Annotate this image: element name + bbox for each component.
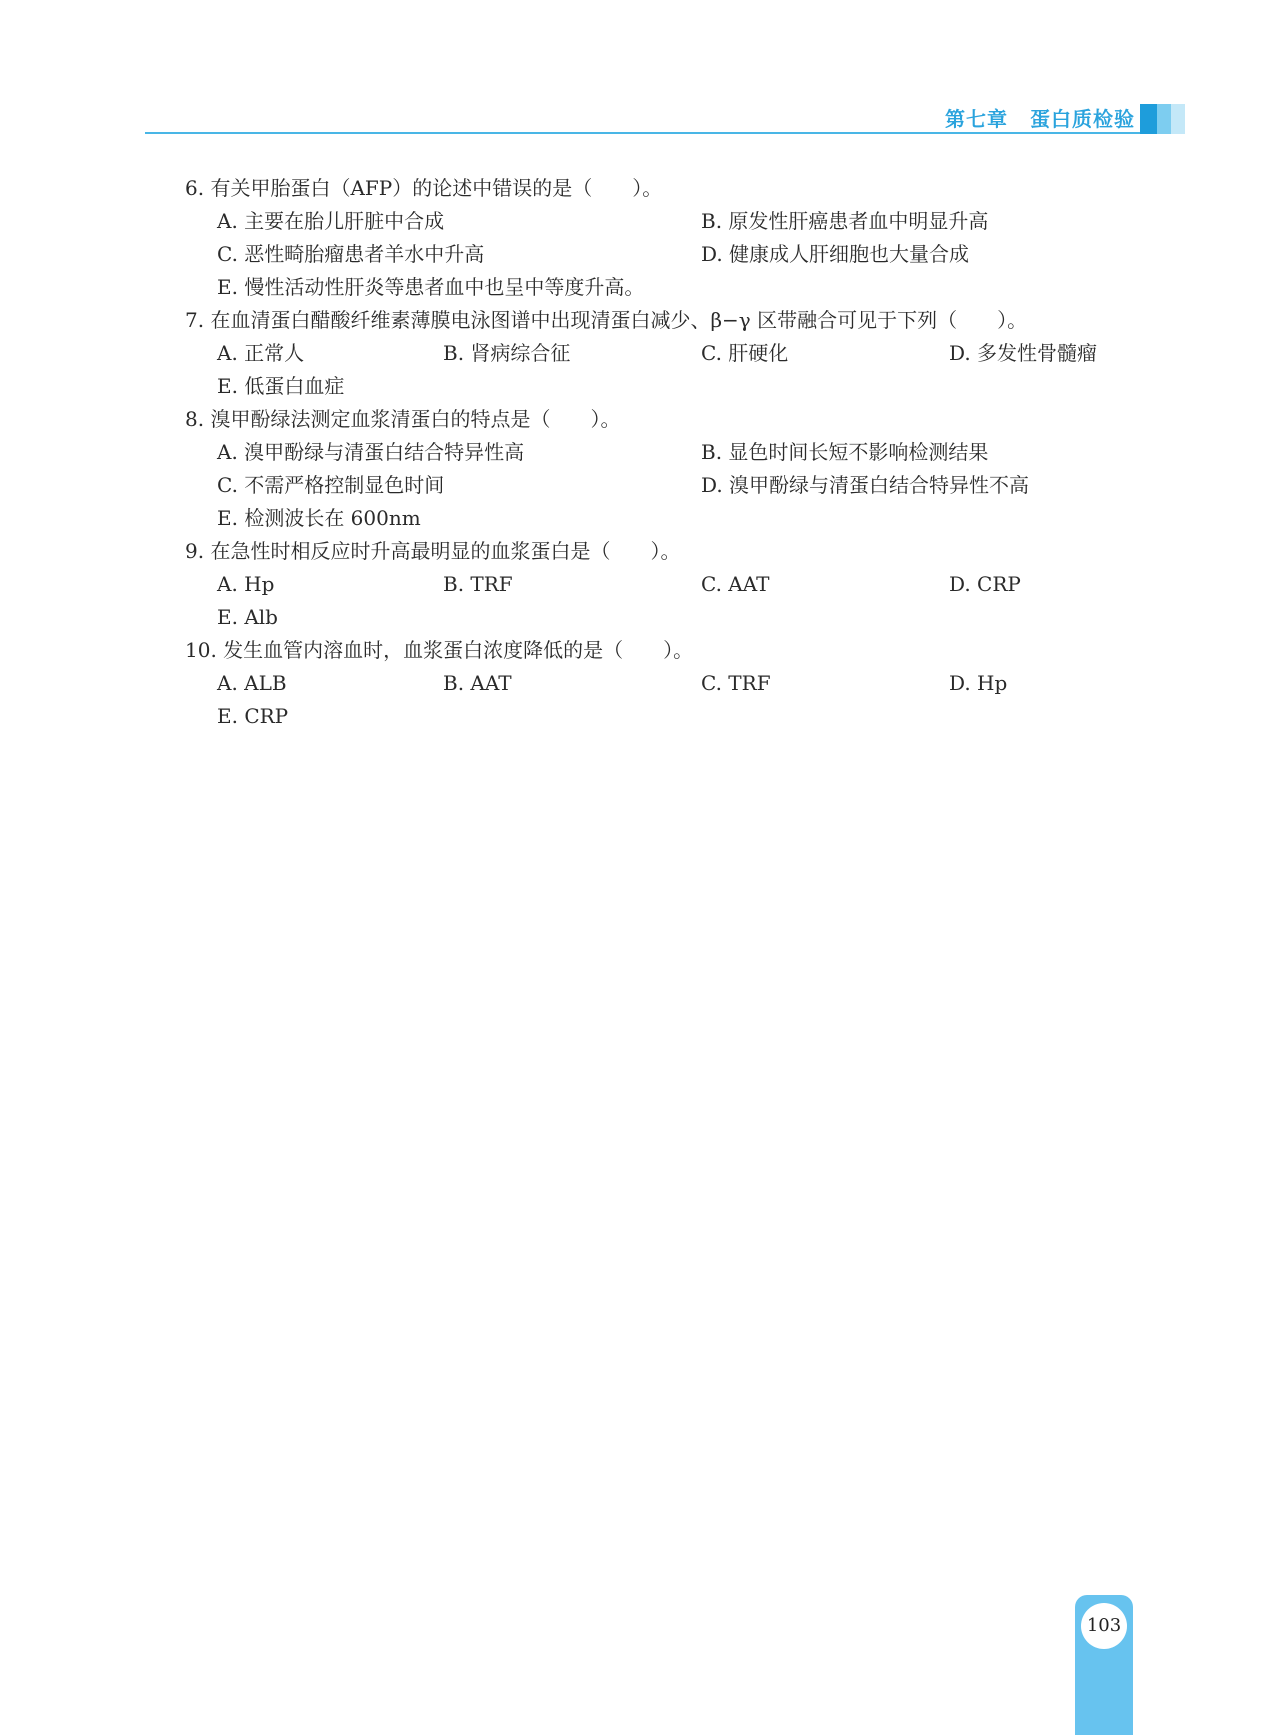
option-c: C. AAT (701, 572, 770, 596)
chapter-title (945, 103, 1135, 132)
option-e: E. 慢性活动性肝炎等患者血中也呈中等度升高。 (217, 275, 645, 299)
option-a: A. 正常人 (217, 341, 305, 365)
option-c: C. 恶性畸胎瘤患者羊水中升高 (217, 242, 485, 266)
question-list (185, 172, 1145, 733)
question-stem: 10. 发生血管内溶血时，血浆蛋白浓度降低的是（ ）。 (185, 638, 694, 662)
option-row (185, 568, 1145, 601)
header-accent-block (1140, 104, 1157, 134)
chapter-number: 第七章 (945, 107, 1008, 131)
page-header (0, 0, 1275, 140)
option-d: D. 健康成人肝细胞也大量合成 (701, 242, 970, 266)
option-row (185, 436, 1145, 469)
option-row (185, 469, 1145, 502)
option-b: B. 原发性肝癌患者血中明显升高 (701, 209, 989, 233)
option-b: B. AAT (443, 671, 512, 695)
option-row (185, 337, 1145, 370)
question-7 (185, 304, 1145, 403)
question-6 (185, 172, 1145, 304)
option-row (185, 667, 1145, 700)
option-row (185, 271, 1145, 304)
option-c: C. 肝硬化 (701, 341, 789, 365)
question-stem: 6. 有关甲胎蛋白（AFP）的论述中错误的是（ ）。 (185, 176, 663, 200)
question-9 (185, 535, 1145, 634)
question-8 (185, 403, 1145, 535)
option-d: D. 溴甲酚绿与清蛋白结合特异性不高 (701, 473, 1030, 497)
option-a: A. ALB (217, 671, 287, 695)
option-e: E. 检测波长在 600nm (217, 506, 421, 530)
header-accent-block (1157, 104, 1171, 134)
option-a: A. Hp (217, 572, 275, 596)
question-10 (185, 634, 1145, 733)
option-c: C. TRF (701, 671, 771, 695)
option-a: A. 主要在胎儿肝脏中合成 (217, 209, 445, 233)
option-d: D. Hp (949, 671, 1008, 695)
option-b: B. 显色时间长短不影响检测结果 (701, 440, 989, 464)
option-d: D. CRP (949, 572, 1021, 596)
option-d: D. 多发性骨髓瘤 (949, 341, 1098, 365)
option-row (185, 238, 1145, 271)
option-row (185, 205, 1145, 238)
question-stem: 9. 在急性时相反应时升高最明显的血浆蛋白是（ ）。 (185, 539, 681, 563)
page-number: 103 (1081, 1603, 1127, 1649)
option-row (185, 700, 1145, 733)
question-stem: 7. 在血清蛋白醋酸纤维素薄膜电泳图谱中出现清蛋白减少、β−γ 区带融合可见于下列（ ）。 (185, 308, 1028, 332)
option-e: E. Alb (217, 605, 278, 629)
option-e: E. 低蛋白血症 (217, 374, 345, 398)
option-row (185, 370, 1145, 403)
option-b: B. TRF (443, 572, 513, 596)
header-rule (145, 132, 1185, 134)
option-e: E. CRP (217, 704, 289, 728)
chapter-section: 蛋白质检验 (1030, 107, 1135, 131)
header-accent-block (1171, 104, 1185, 134)
question-stem: 8. 溴甲酚绿法测定血浆清蛋白的特点是（ ）。 (185, 407, 621, 431)
option-row (185, 502, 1145, 535)
option-b: B. 肾病综合征 (443, 341, 571, 365)
page-number-tab (1075, 1595, 1133, 1735)
option-a: A. 溴甲酚绿与清蛋白结合特异性高 (217, 440, 525, 464)
option-row (185, 601, 1145, 634)
option-c: C. 不需严格控制显色时间 (217, 473, 445, 497)
